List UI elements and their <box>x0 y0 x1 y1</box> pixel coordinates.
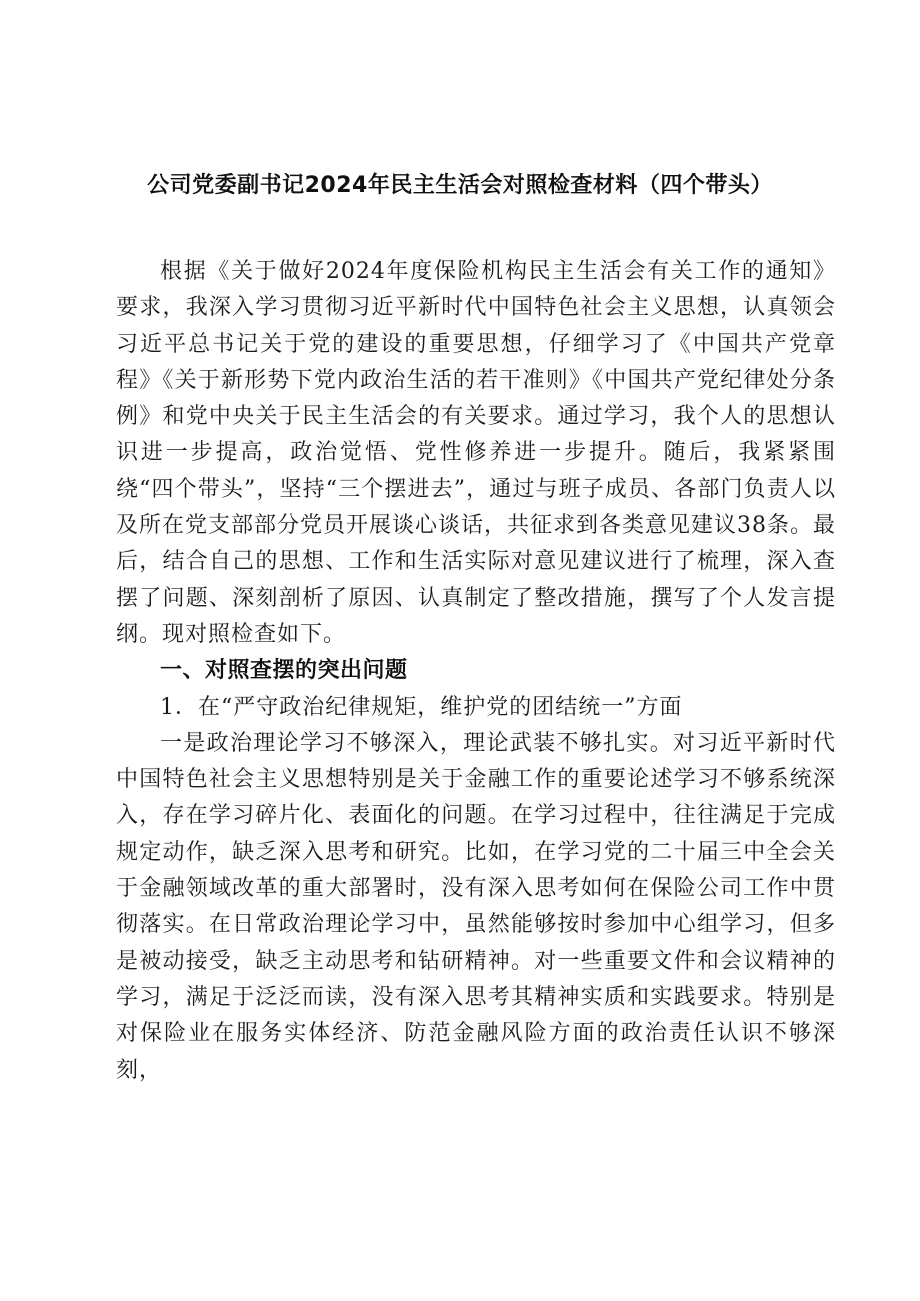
body-paragraph: 一是政治理论学习不够深入，理论武装不够扎实。对习近平新时代中国特色社会主义思想特别是关于金融工作的重要论述学习不够系统深入，存在学习碎片化、表面化的问题。在学习过程中，往往满足于完成规定动作，缺乏深入思考和研究。比如，在学习党的二十届三中全会关于金融领域改革的重大部署时，没有深入思考如何在保险公司工作中贯彻落实。在日常政治理论学习中，虽然能够按时参加中心组学习，但多是被动接受，缺乏主动思考和钻研精神。对一些重要文件和会议精神的学习，满足于泛泛而读，没有深入思考其精神实质和实践要求。特别是对保险业在服务实体经济、防范金融风险方面的政治责任认识不够深刻， <box>116 730 836 1083</box>
subsection-heading: 1．在“严守政治纪律规矩，维护党的团结统一”方面 <box>160 694 683 720</box>
document-body <box>116 254 836 1089</box>
document-title: 公司党委副书记2024年民主生活会对照检查材料（四个带头） <box>147 173 773 198</box>
intro-paragraph: 根据《关于做好2024年度保险机构民主生活会有关工作的通知》要求，我深入学习贯彻习近平新时代中国特色社会主义思想，认真领会习近平总书记关于党的建设的重要思想，仔细学习了《中国共产党章程》《关于新形势下党内政治生活的若干准则》《中国共产党纪律处分条例》和党中央关于民主生活会的有关要求。通过学习，我个人的思想认识进一步提高，政治觉悟、党性修养进一步提升。随后，我紧紧围绕“四个带头”，坚持“三个摆进去”，通过与班子成员、各部门负责人以及所在党支部部分党员开展谈心谈话，共征求到各类意见建议38条。最后，结合自己的思想、工作和生活实际对意见建议进行了梳理，深入查摆了问题、深刻剖析了原因、认真制定了整改措施，撰写了个人发言提纲。现对照检查如下。 <box>116 259 836 647</box>
section-heading: 一、对照查摆的突出问题 <box>160 658 408 684</box>
